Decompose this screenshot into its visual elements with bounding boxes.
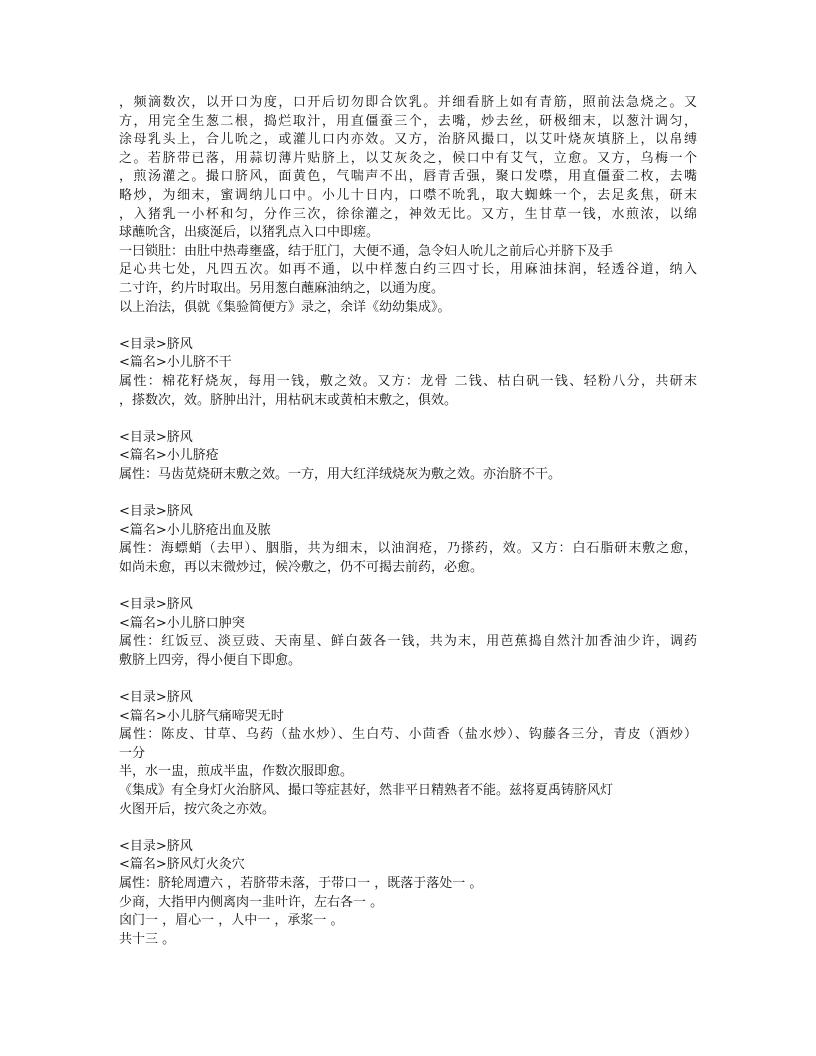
document-page xyxy=(119,94,697,949)
section-body-line: 属性：棉花籽烧灰，每用一钱，敷之效。又方：龙骨 二钱、枯白矾一钱、轻粉八分，共研末 xyxy=(119,373,697,389)
section-umbilical-pain xyxy=(119,689,697,819)
intro-line: 足心共七处，凡四五次。如再不通，以中样葱白约三四寸长，用麻油抹润，轻透谷道，纳入 xyxy=(119,262,697,278)
intro-line: ，入猪乳一小杯和匀，分作三次，徐徐灌之，神效无比。又方，生甘草一钱，水煎浓，以绵 xyxy=(119,206,697,222)
section-title: <篇名>小儿脐气痛啼哭无时 xyxy=(119,708,284,724)
section-body-line: 属性：红饭豆、淡豆豉、天南星、鲜白蔹各一钱，共为末，用芭蕉捣自然汁加香油少许，调药 xyxy=(119,634,697,650)
intro-line: 涂母乳头上，合儿吮之，或灌儿口内亦效。又方，治脐风撮口，以艾叶烧灰填脐上，以帛缚 xyxy=(119,132,697,148)
catalog-label: <目录>脐风 xyxy=(119,838,193,854)
section-body-line: 属性：海螵蛸（去甲）、胭脂，共为细末，以油润疮，乃搽药，效。又方：白石脂研末敷之愈， xyxy=(119,541,697,557)
section-title: <篇名>脐风灯火灸穴 xyxy=(119,857,245,873)
catalog-label: <目录>脐风 xyxy=(119,429,193,445)
section-body-line: 属性：马齿苋烧研末敷之效。一方，用大红洋绒烧灰为敷之效。亦治脐不干。 xyxy=(119,466,562,482)
catalog-label: <目录>脐风 xyxy=(119,690,193,705)
section-title: <篇名>小儿脐疮出血及脓 xyxy=(119,522,271,538)
section-body-line: 共十三 。 xyxy=(119,931,176,947)
section-gap xyxy=(119,819,697,838)
section-umbilical-bleeding xyxy=(119,503,697,577)
intro-line: 略炒，为细末，蜜调纳儿口中。小儿十日内，口噤不吮乳，取大蜘蛛一个，去足炙焦，研末 xyxy=(119,187,697,203)
catalog-label: <目录>脐风 xyxy=(119,504,193,520)
section-umbilical-sore xyxy=(119,429,697,485)
section-gap xyxy=(119,410,697,429)
intro-line: 一曰锁肚：由肚中热毒壅盛，结于肛门，大便不通，急令妇人吮儿之前后心并脐下及手 xyxy=(119,243,614,259)
section-umbilical-not-dry xyxy=(119,336,697,410)
section-title: <篇名>小儿脐口肿突 xyxy=(119,615,245,631)
section-gap xyxy=(119,670,697,689)
section-body-line: 半，水一盅，煎成半盅，作数次服即愈。 xyxy=(119,764,354,780)
section-moxibustion-points xyxy=(119,838,697,950)
section-body-line: 属性：陈皮、甘草、乌药（盐水炒）、生白芍、小茴香（盐水炒）、钩藤各三分，青皮（酒炒） xyxy=(119,727,697,743)
section-title: <篇名>小儿脐不干 xyxy=(119,355,232,371)
intro-line: 之。若脐带已落，用蒜切薄片贴脐上，以艾灰灸之，候口中有艾气，立愈。又方，乌梅一个 xyxy=(119,150,697,166)
section-body-line: 如尚未愈，再以末微炒过，候冷敷之，仍不可揭去前药，必愈。 xyxy=(119,559,484,575)
section-umbilical-swelling xyxy=(119,596,697,670)
section-body-line: 囟门一 ，眉心一 ，人中一 ，承浆一 。 xyxy=(119,913,344,929)
section-gap xyxy=(119,577,697,596)
catalog-label: <目录>脐风 xyxy=(119,336,193,352)
intro-line: 球蘸吮含，出痰涎后，以猪乳点入口中即瘥。 xyxy=(119,225,380,241)
section-gap xyxy=(119,317,697,336)
section-body-line: 敷脐上四旁，得小便自下即愈。 xyxy=(119,652,302,668)
intro-line: ，煎汤灌之。撮口脐风，面黄色，气喘声不出，唇青舌强，聚口发噤，用直僵蚕二枚，去嘴 xyxy=(119,169,697,185)
intro-line: 方，用完全生葱二根，捣烂取汁，用直僵蚕三个，去嘴，炒去丝，研极细末，以葱汁调匀， xyxy=(119,113,697,129)
section-body-line: 少商，大指甲内侧离肉一韭叶许，左右各一 。 xyxy=(119,894,384,910)
section-body-line: 一分 xyxy=(119,745,146,761)
section-body-line: ，搽数次，效。脐肿出汁，用枯矾末或黄柏末敷之，俱效。 xyxy=(119,392,458,408)
intro-line: 以上治法，俱就《集验简便方》录之，余详《幼幼集成》。 xyxy=(119,299,451,315)
section-body-line: 《集成》有全身灯火治脐风、撮口等症甚好，然非平日精熟者不能。兹将夏禹铸脐风灯 xyxy=(119,782,614,798)
section-gap xyxy=(119,484,697,503)
intro-line: 二寸许，约片时取出。另用葱白蘸麻油纳之，以通为度。 xyxy=(119,280,445,296)
section-title: <篇名>小儿脐疮 xyxy=(119,448,219,464)
intro-line: ，频滴数次，以开口为度，口开后切勿即合饮乳。并细看脐上如有青筋，照前法急烧之。又 xyxy=(119,95,697,110)
intro-paragraph xyxy=(119,94,697,317)
section-body-line: 火图开后，按穴灸之亦效。 xyxy=(119,801,276,817)
section-body-line: 属性：脐轮周遭六 ，若脐带未落，于带口一 ，既落于落处一 。 xyxy=(119,875,483,891)
catalog-label: <目录>脐风 xyxy=(119,597,193,613)
